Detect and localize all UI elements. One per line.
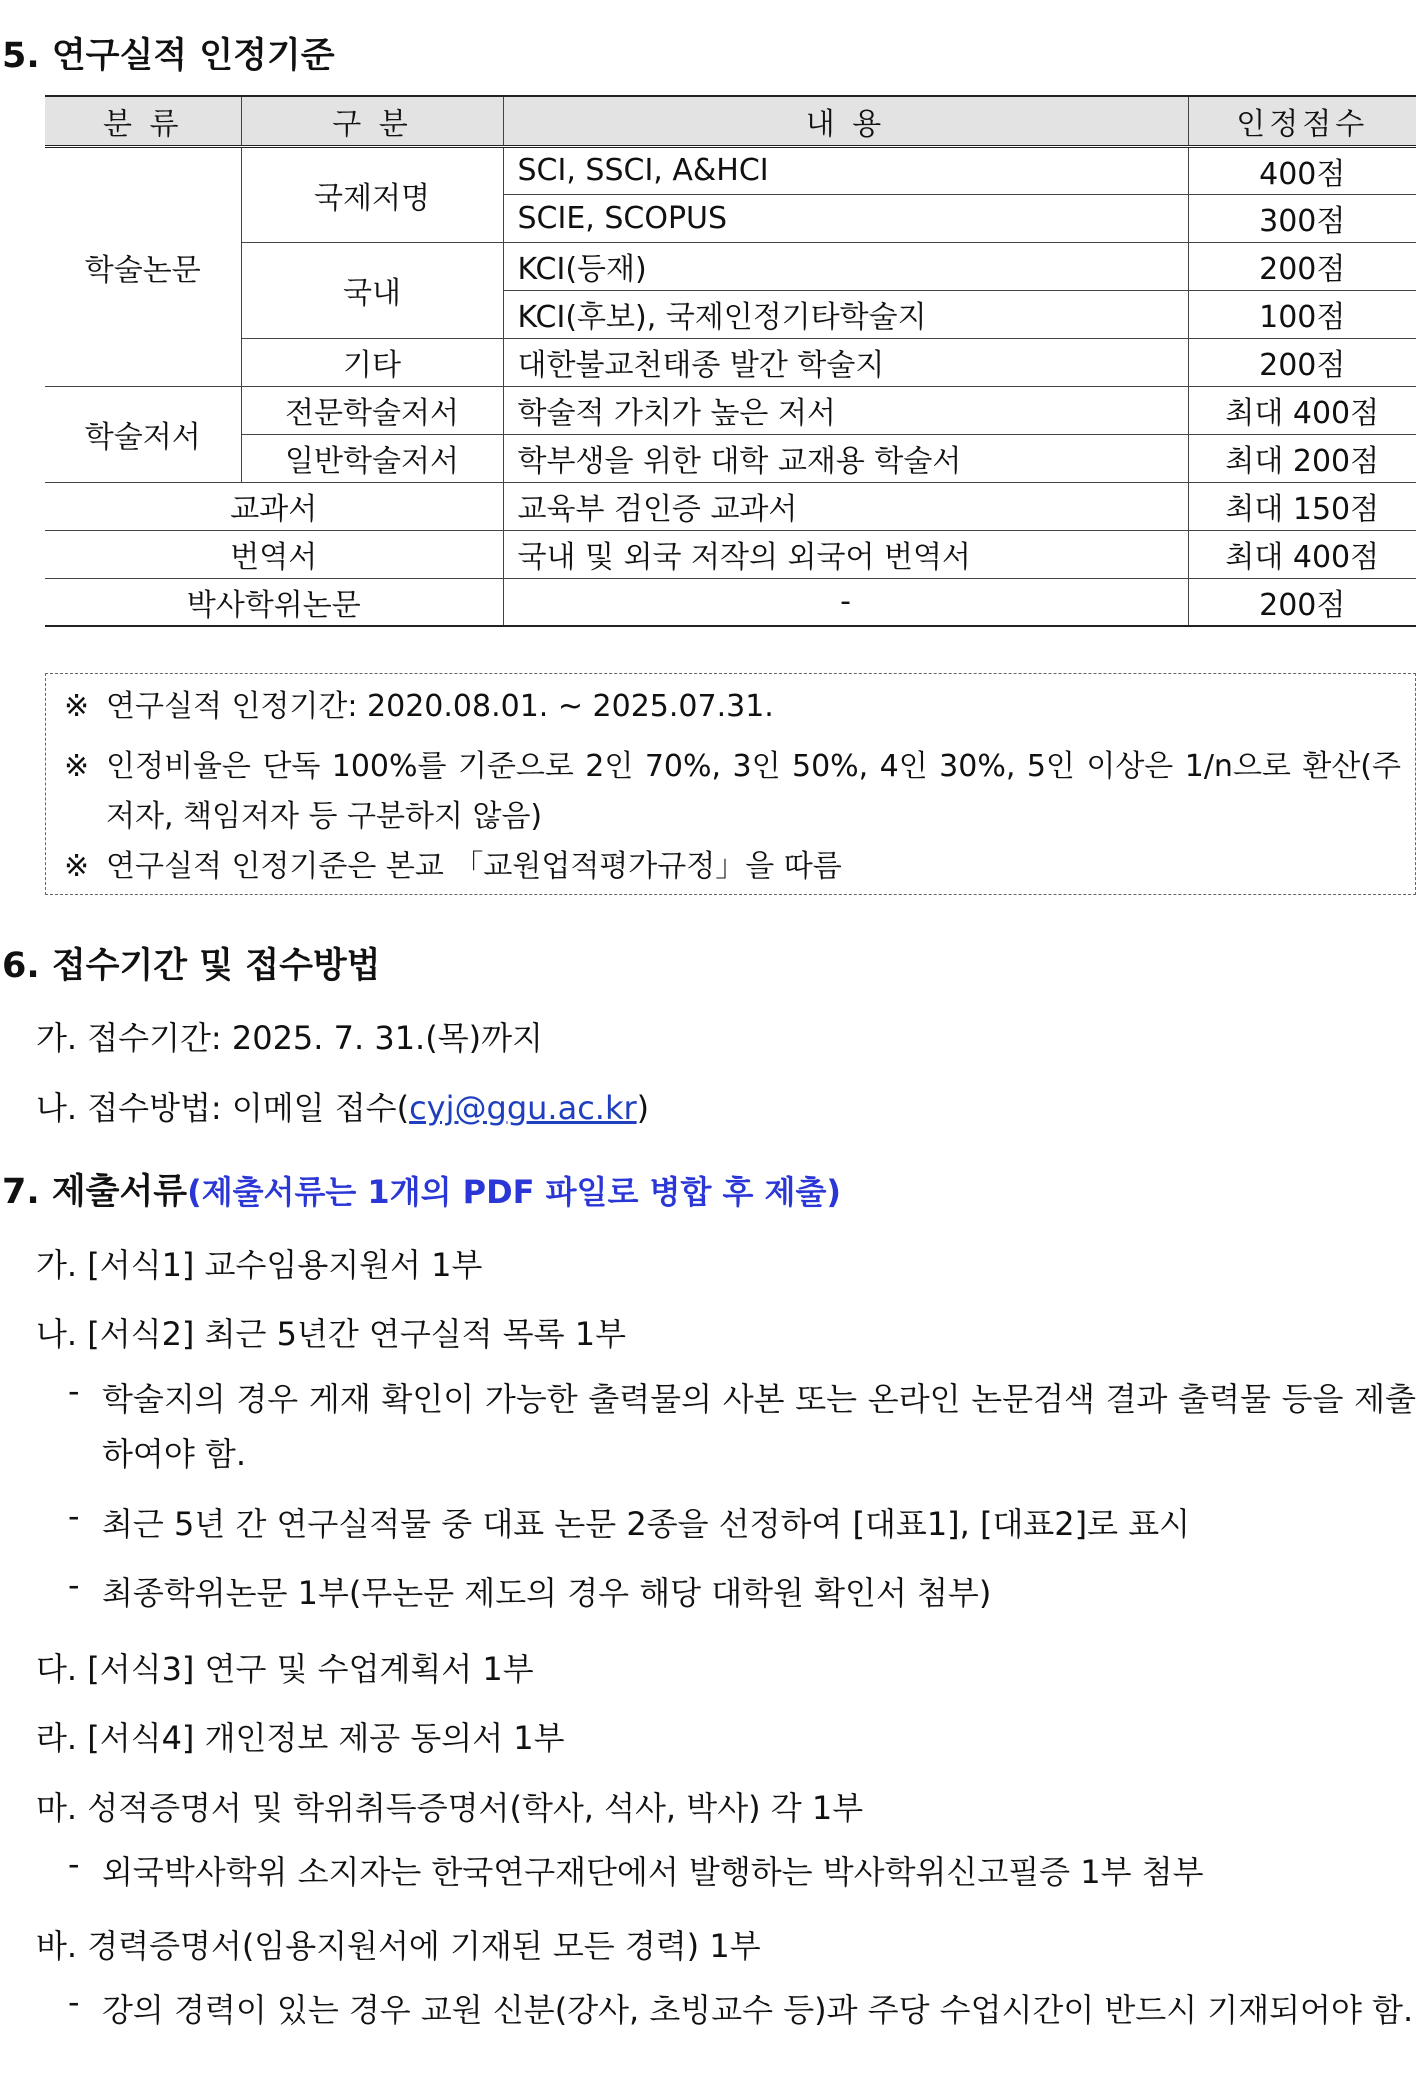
reference-mark: ※: [64, 749, 90, 784]
table-row: [45, 146, 1416, 194]
doc-subitem-text: 강의 경력이 있는 경우 교원 신분(강사, 초빙교수 등)과 주당 수업시간이 반드시 기재되어야 함.: [102, 1991, 1414, 2029]
receipt-method: [36, 1083, 649, 1129]
reference-mark: ※: [64, 689, 90, 724]
doc-subitem: [68, 1845, 1416, 1900]
research-criteria-table: [45, 95, 1416, 627]
table-header-row: [45, 96, 1416, 146]
content-cell: SCI, SSCI, A&HCI: [503, 146, 1188, 194]
category-cell: 교과서: [45, 482, 503, 530]
section7-title: [2, 1164, 841, 1214]
score-cell: 100점: [1188, 290, 1416, 338]
score-cell: 최대 150점: [1188, 482, 1416, 530]
doc-subitem: [68, 1566, 1416, 1621]
score-cell: 200점: [1188, 578, 1416, 626]
category-cell: 학술저서: [45, 386, 241, 482]
doc-subitem: [68, 1983, 1416, 2038]
table-row: [45, 578, 1416, 626]
dash-bullet: -: [68, 1566, 80, 1604]
division-cell: 기타: [241, 338, 503, 386]
content-cell: 학술적 가치가 높은 저서: [503, 386, 1188, 434]
doc-subitem-text: 최근 5년 간 연구실적물 중 대표 논문 2종을 선정하여 [대표1], [대표2]로 표시: [102, 1505, 1191, 1543]
category-cell: 학술논문: [45, 146, 241, 386]
table-row: [45, 338, 1416, 386]
content-cell: 대한불교천태종 발간 학술지: [503, 338, 1188, 386]
notes-box: [45, 673, 1416, 895]
doc-item: 다. [서식3] 연구 및 수업계획서 1부: [36, 1650, 534, 1688]
header-category: 분 류: [45, 96, 241, 146]
doc-item: 나. [서식2] 최근 5년간 연구실적 목록 1부: [36, 1315, 627, 1353]
doc-subitem-text: 외국박사학위 소지자는 한국연구재단에서 발행하는 박사학위신고필증 1부 첨부: [102, 1853, 1204, 1891]
table-row: [45, 434, 1416, 482]
doc-subitem: [68, 1372, 1416, 1482]
doc-item: 바. 경력증명서(임용지원서에 기재된 모든 경력) 1부: [36, 1927, 761, 1965]
division-cell: 국제저명: [241, 146, 503, 242]
header-division: 구 분: [241, 96, 503, 146]
section7-title-note: (제출서류는 1개의 PDF 파일로 병합 후 제출): [187, 1173, 841, 1211]
doc-subitem: [68, 1497, 1416, 1552]
note-item: [64, 842, 1401, 892]
doc-item: 마. 성적증명서 및 학위취득증명서(학사, 석사, 박사) 각 1부: [36, 1789, 864, 1827]
dash-bullet: -: [68, 1845, 80, 1883]
score-cell: 최대 400점: [1188, 530, 1416, 578]
note-item: [64, 682, 1401, 732]
doc-subitem-text: 학술지의 경우 게재 확인이 가능한 출력물의 사본 또는 온라인 논문검색 결과 출력물 등을 제출하여야 함.: [102, 1380, 1416, 1473]
content-cell: SCIE, SCOPUS: [503, 194, 1188, 242]
note-text: 연구실적 인정기준은 본교 「교원업적평가규정」을 따름: [106, 849, 842, 884]
content-cell: KCI(등재): [503, 242, 1188, 290]
score-cell: 300점: [1188, 194, 1416, 242]
category-cell: 박사학위논문: [45, 578, 503, 626]
doc-item: 가. [서식1] 교수임용지원서 1부: [36, 1246, 483, 1284]
reference-mark: ※: [64, 849, 90, 884]
doc-item: 라. [서식4] 개인정보 제공 동의서 1부: [36, 1719, 565, 1757]
table-row: [45, 530, 1416, 578]
table-row: [45, 242, 1416, 290]
dash-bullet: -: [68, 1372, 80, 1410]
content-cell: 국내 및 외국 저작의 외국어 번역서: [503, 530, 1188, 578]
score-cell: 400점: [1188, 146, 1416, 194]
score-cell: 최대 200점: [1188, 434, 1416, 482]
receipt-period: 가. 접수기간: 2025. 7. 31.(목)까지: [36, 1019, 543, 1057]
content-cell: 학부생을 위한 대학 교재용 학술서: [503, 434, 1188, 482]
content-cell: KCI(후보), 국제인정기타학술지: [503, 290, 1188, 338]
receipt-method-label: 나. 접수방법: 이메일 접수(: [36, 1089, 410, 1127]
header-content: 내 용: [503, 96, 1188, 146]
division-cell: 일반학술저서: [241, 434, 503, 482]
table-row: [45, 386, 1416, 434]
note-text: 인정비율은 단독 100%를 기준으로 2인 70%, 3인 50%, 4인 30%, 5인 이상은 1/n으로 환산(주저자, 책임저자 등 구분하지 않음): [106, 749, 1401, 834]
category-cell: 번역서: [45, 530, 503, 578]
content-cell: 교육부 검인증 교과서: [503, 482, 1188, 530]
division-cell: 전문학술저서: [241, 386, 503, 434]
note-item: [64, 742, 1401, 842]
header-score: 인정점수: [1188, 96, 1416, 146]
score-cell: 200점: [1188, 242, 1416, 290]
table-row: [45, 482, 1416, 530]
section7-title-text: 7. 제출서류: [2, 1172, 188, 1212]
section6-title: 6. 접수기간 및 접수방법: [2, 946, 381, 986]
dash-bullet: -: [68, 1983, 80, 2021]
score-cell: 200점: [1188, 338, 1416, 386]
section5-title: 5. 연구실적 인정기준: [2, 36, 335, 76]
doc-subitem-text: 최종학위논문 1부(무논문 제도의 경우 해당 대학원 확인서 첨부): [102, 1574, 992, 1612]
content-cell: -: [503, 578, 1188, 626]
email-link[interactable]: cyj@ggu.ac.kr: [409, 1089, 637, 1127]
note-text: 연구실적 인정기간: 2020.08.01. ~ 2025.07.31.: [106, 689, 774, 724]
dash-bullet: -: [68, 1497, 80, 1535]
receipt-method-close: ): [636, 1089, 650, 1127]
score-cell: 최대 400점: [1188, 386, 1416, 434]
division-cell: 국내: [241, 242, 503, 338]
